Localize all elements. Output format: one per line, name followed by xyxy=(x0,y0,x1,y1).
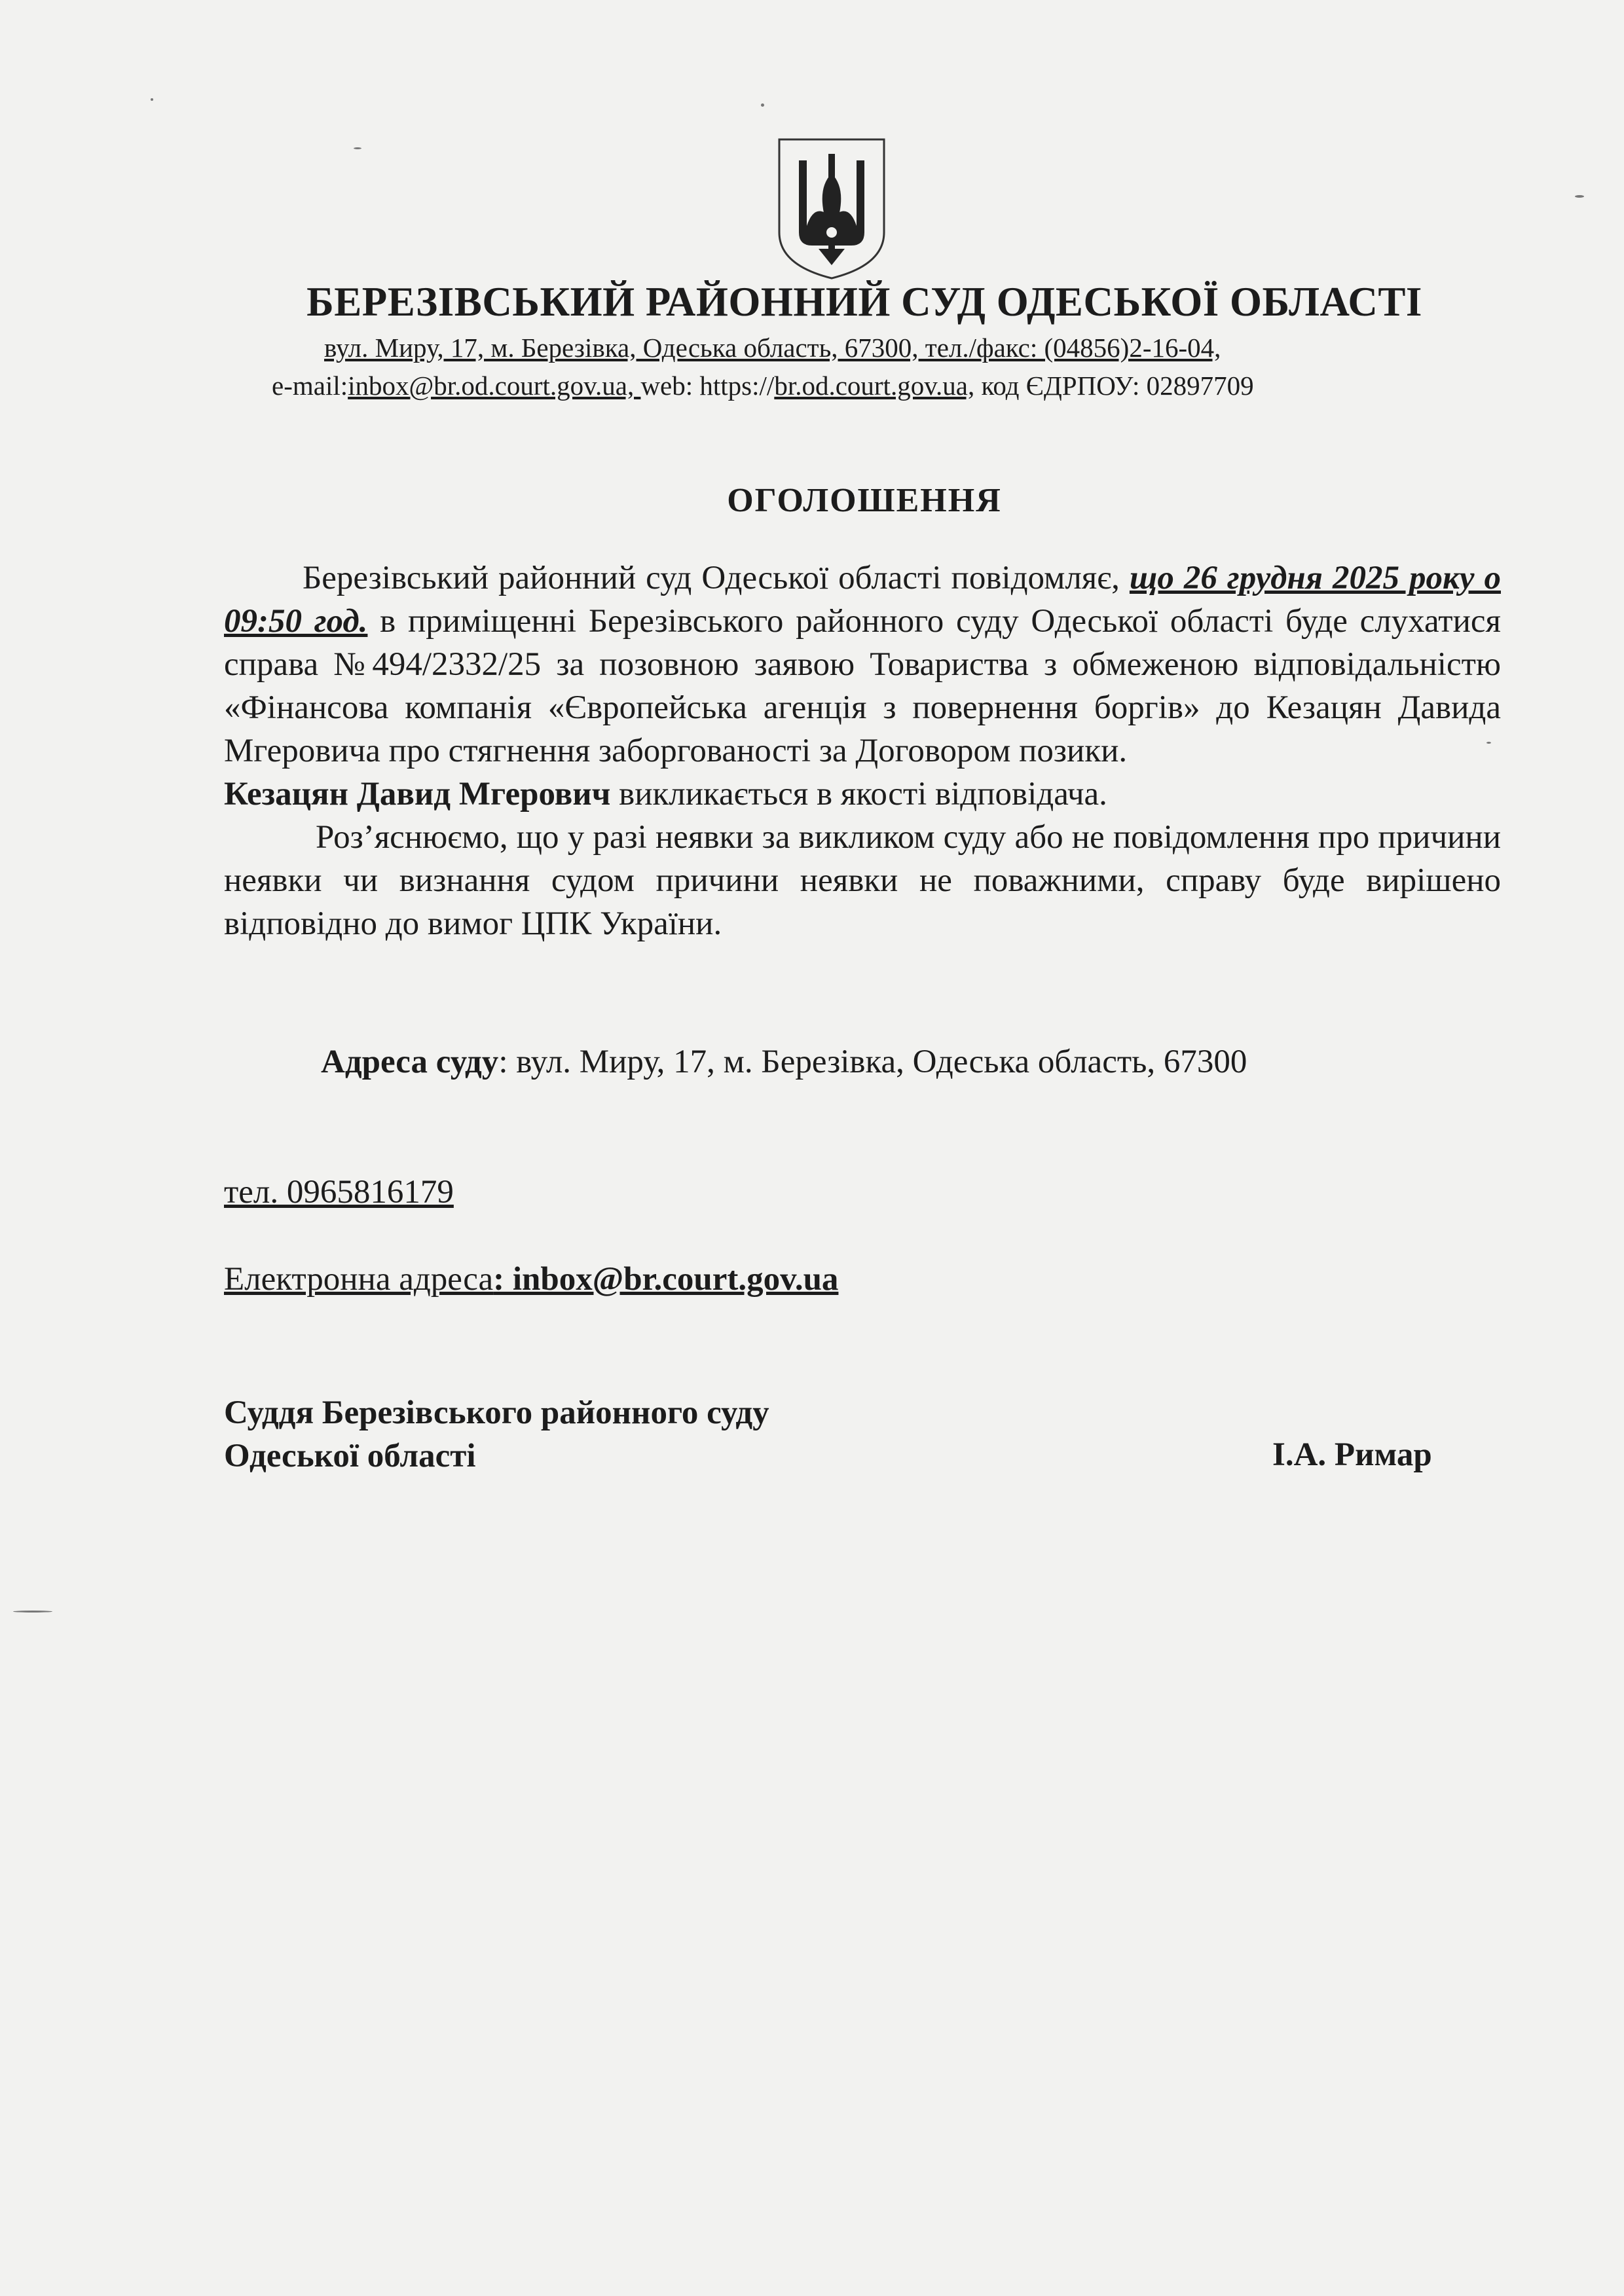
phone-number[interactable]: тел. 0965816179 xyxy=(224,1174,454,1211)
hearing-date: що 26 грудня 2025 року о 09:50 год. xyxy=(224,560,1501,640)
defendant-line xyxy=(224,773,1501,816)
web-label: web: https:// xyxy=(640,371,775,401)
email-label: Електронна адреса xyxy=(224,1261,494,1298)
edrpou-code: код ЄДРПОУ: 02897709 xyxy=(974,371,1254,401)
court-name: БЕРЕЗІВСЬКИЙ РАЙОННИЙ СУД ОДЕСЬКОЇ ОБЛАСТІ xyxy=(306,279,1422,325)
email-label: e-mail: xyxy=(272,371,348,401)
contact-web-line xyxy=(272,370,1254,401)
contact-web-link[interactable]: br.od.court.gov.ua, xyxy=(774,371,975,401)
notice-body xyxy=(224,556,1501,945)
scan-speck xyxy=(761,103,764,107)
scan-speck xyxy=(1486,742,1491,744)
scan-speck xyxy=(151,98,153,101)
scan-speck xyxy=(354,147,361,149)
notice-paragraph-3: Роз’яснюємо, що у разі неявки за викликом суду або не повідомлення про причини неявки чи визнання судом причини неявки не поважними, справу буде вирішено відповідно до вимог ЦПК України. xyxy=(224,819,1501,942)
notice-paragraph-1 xyxy=(224,556,1501,773)
paragraph-1-rest: в приміщенні Березівського районного суду Одеської області буде слухатися справа №494/2332/25 за позовною заявою Товариства з обмеженою відповідальністю «Фінансова компанія «Європейська агенція з повернення боргів» до Кезацян Давида Мгеровича про стягнення заборгованості за Договором позики. xyxy=(224,603,1501,769)
judge-name: І.А. Римар xyxy=(1272,1436,1432,1473)
email-line xyxy=(224,1260,838,1298)
judge-position-line-2: Одеської області xyxy=(224,1438,476,1474)
contact-address-line: вул. Миру, 17, м. Березівка, Одеська область, 67300, тел./факс: (04856)2-16-04, xyxy=(324,333,1221,363)
address-label: Адреса суду xyxy=(321,1044,499,1080)
court-address xyxy=(321,1043,1247,1081)
address-value: : вул. Миру, 17, м. Березівка, Одеська область, 67300 xyxy=(498,1044,1247,1080)
paragraph-1-start: Березівський районний суд Одеської області повідомляє, xyxy=(303,560,1130,596)
scan-speck xyxy=(13,1611,52,1613)
defendant-name: Кезацян Давид Мгерович xyxy=(224,776,611,812)
defendant-role: викликається в якості відповідача. xyxy=(610,776,1107,812)
email-link[interactable]: : inbox@br.court.gov.ua xyxy=(493,1261,839,1298)
judge-position-line-1: Суддя Березівського районного суду xyxy=(224,1394,769,1431)
notice-title: ОГОЛОШЕННЯ xyxy=(727,482,1002,519)
contact-email-link[interactable]: inbox@br.od.court.gov.ua, xyxy=(348,371,641,401)
judge-position xyxy=(224,1391,769,1478)
trident-coat-of-arms-icon xyxy=(773,134,891,282)
scan-speck xyxy=(1575,195,1584,198)
